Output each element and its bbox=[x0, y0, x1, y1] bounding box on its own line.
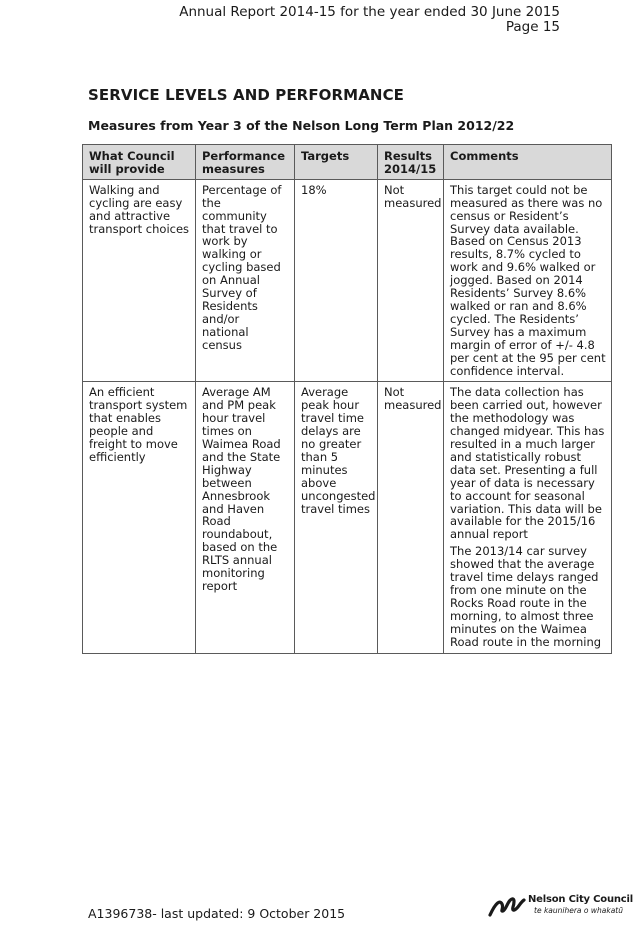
document-reference: A1396738- last updated: 9 October 2015 bbox=[88, 906, 346, 921]
cell-provide: Walking and cycling are easy and attractive transport choices bbox=[83, 179, 196, 382]
col-header-targets: Targets bbox=[295, 145, 378, 180]
service-levels-table bbox=[82, 144, 612, 654]
report-title: Annual Report 2014-15 for the year ended 30 June 2015 bbox=[179, 4, 560, 20]
cell-measure: Average AM and PM peak hour travel times on Waimea Road and the State Highway between Annesbrook and Haven Road roundabout, based on the RLTS annual monitoring report bbox=[196, 382, 295, 653]
logo-name: Nelson City Council bbox=[528, 894, 633, 905]
page-number: Page 15 bbox=[505, 19, 560, 35]
col-header-provide: What Council will provide bbox=[83, 145, 196, 180]
comment-paragraph: The data collection has been carried out, however the methodology was changed midyear. This has resulted in a much larger and statistically robust data set. Presenting a full year of data is necessary to account for seasonal variation. This data will be available for the 2015/16 annual report bbox=[450, 385, 605, 542]
comment-paragraph: This target could not be measured as there was no census or Resident’s Survey data available. Based on Census 2013 results, 8.7% cycled to work and 9.6% walked or jogged. Based on 2014 Residents’ Survey 8.6% walked or ran and 8.6% cycled. The Residents’ Survey has a maximum margin of error of +/- 4.8 per cent at the 95 per cent confidence interval. bbox=[450, 182, 606, 378]
logo-tagline: te kaunihera o whakatū bbox=[534, 906, 623, 915]
table-subtitle: Measures from Year 3 of the Nelson Long Term Plan 2012/22 bbox=[88, 118, 515, 133]
cell-provide: An efficient transport system that enables people and freight to move efficiently bbox=[83, 382, 196, 653]
table-header-row bbox=[83, 145, 612, 180]
col-header-comments: Comments bbox=[444, 145, 612, 180]
cell-comments bbox=[444, 179, 612, 382]
col-header-results: Results 2014/15 bbox=[378, 145, 444, 180]
col-header-measures: Performance measures bbox=[196, 145, 295, 180]
table-row bbox=[83, 179, 612, 382]
cell-target: 18% bbox=[295, 179, 378, 382]
page-header bbox=[179, 5, 560, 35]
cell-target: Average peak hour travel time delays are no greater than 5 minutes above uncongested travel times bbox=[295, 382, 378, 653]
council-logo-icon bbox=[488, 894, 528, 918]
section-title: SERVICE LEVELS AND PERFORMANCE bbox=[88, 86, 405, 104]
comment-paragraph: The 2013/14 car survey showed that the average travel time delays ranged from one minute on the Rocks Road route in the morning, to almost three minutes on the Waimea Road route in the morning bbox=[450, 544, 602, 649]
cell-comments bbox=[444, 382, 612, 653]
table-row bbox=[83, 382, 612, 653]
cell-result: Not measured bbox=[378, 179, 444, 382]
council-logo bbox=[488, 893, 633, 919]
cell-measure: Percentage of the community that travel to work by walking or cycling based on Annual Survey of Residents and/or national census bbox=[196, 179, 295, 382]
cell-result: Not measured bbox=[378, 382, 444, 653]
